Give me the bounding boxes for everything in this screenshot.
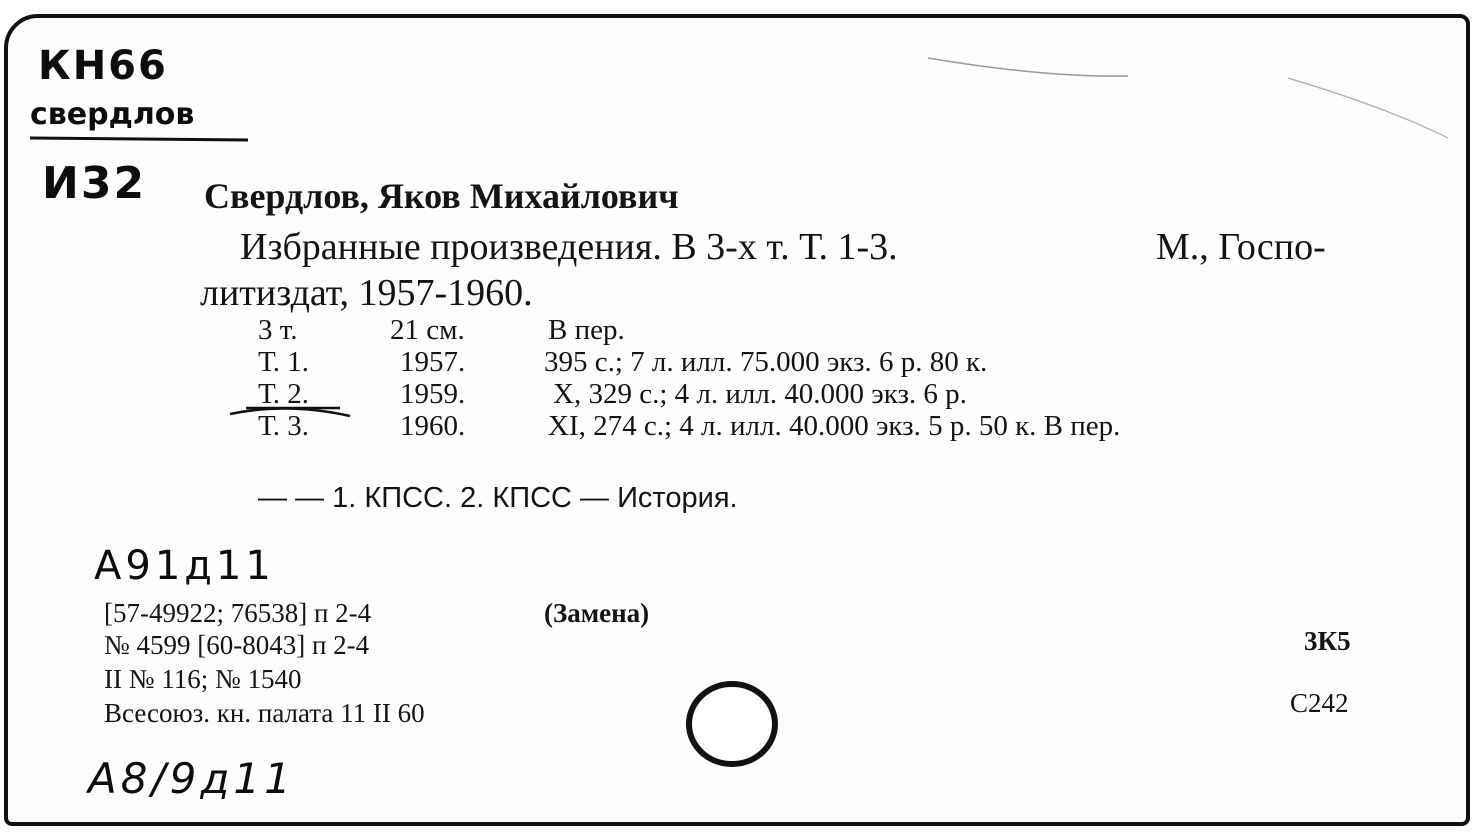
volume-2-label: Т. 2. <box>258 378 310 410</box>
handwritten-surname: свердлов <box>30 97 195 132</box>
volume-1-year: 1957. <box>400 346 466 378</box>
replacement-note: (Замена) <box>544 598 650 628</box>
author-mark-code: С242 <box>1290 688 1349 718</box>
handwritten-bottom-note: А8/9д11 <box>88 754 295 803</box>
volume-3-label: Т. 3. <box>258 410 310 442</box>
volume-2-desc: X, 329 с.; 4 л. илл. 40.000 экз. 6 р. <box>553 378 967 410</box>
volume-1-desc: 395 с.; 7 л. илл. 75.000 экз. 6 р. 80 к. <box>544 346 988 378</box>
handwritten-call-mark: И32 <box>42 158 147 209</box>
volume-1-label: Т. 1. <box>258 346 310 378</box>
volume-3-year: 1960. <box>400 410 466 442</box>
classification-code: 3К5 <box>1304 626 1351 656</box>
surname-underline <box>30 138 248 140</box>
volume-count: 3 т. <box>258 314 298 346</box>
catalog-card <box>4 14 1470 826</box>
volume-2-year: 1959. <box>400 378 466 410</box>
chamber-line: Всесоюз. кн. палата 11 II 60 <box>104 698 425 728</box>
handwritten-shelf-note: А91д11 <box>94 543 275 589</box>
volume-3-arc <box>230 408 350 416</box>
binding-note: В пер. <box>548 314 625 346</box>
card-markings <box>8 18 1470 826</box>
handwritten-code: КН66 <box>38 43 168 89</box>
smudge-line <box>928 58 1128 76</box>
size-note: 21 см. <box>390 314 465 346</box>
author-heading: Свердлов, Яков Михайлович <box>204 176 679 216</box>
smudge-line <box>1288 78 1448 138</box>
punch-hole <box>689 684 775 764</box>
register-line: № 4599 [60-8043] п 2-4 <box>104 630 370 660</box>
imprint-line: литиздат, 1957-1960. <box>200 272 533 314</box>
volume-3-desc: XI, 274 с.; 4 л. илл. 40.000 экз. 5 р. 50 к. В пер. <box>548 410 1121 442</box>
publisher-line: М., Госпо- <box>1156 226 1326 268</box>
title-line: Избранные произведения. В 3-х т. Т. 1-3. <box>240 226 898 268</box>
card-number-line: [57-49922; 76538] п 2-4 <box>104 598 372 628</box>
subject-headings: — — 1. КПСС. 2. КПСС — История. <box>258 482 738 514</box>
issue-line: II № 116; № 1540 <box>104 664 302 694</box>
